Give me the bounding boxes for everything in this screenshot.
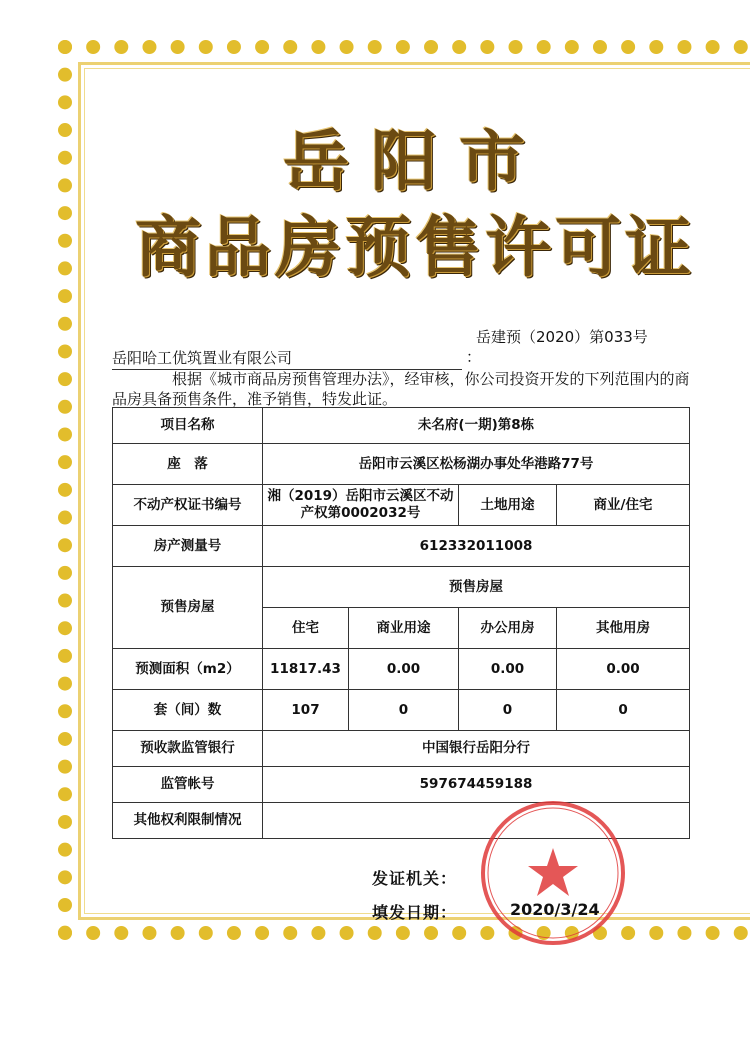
survey-no-label: 房产测量号 bbox=[113, 526, 263, 567]
row-account bbox=[113, 767, 690, 803]
area-residential: 11817.43 bbox=[263, 649, 349, 690]
units-other: 0 bbox=[557, 690, 690, 731]
area-other: 0.00 bbox=[557, 649, 690, 690]
title-permit: 商品房预售许可证 bbox=[135, 209, 695, 286]
permit-table bbox=[112, 407, 690, 839]
issuer-label: 发证机关： bbox=[372, 869, 458, 888]
units-commercial: 0 bbox=[349, 690, 459, 731]
permit-number: 岳建预（2020）第033号 bbox=[476, 328, 648, 346]
row-bank bbox=[113, 731, 690, 767]
row-units bbox=[113, 690, 690, 731]
project-name-value: 未名府(一期)第8栋 bbox=[263, 408, 690, 444]
land-use-label: 土地用途 bbox=[459, 485, 557, 526]
company-name: 岳阳哈工优筑置业有限公司 bbox=[112, 347, 462, 370]
col-residential: 住宅 bbox=[263, 608, 349, 649]
project-name-label: 项目名称 bbox=[113, 408, 263, 444]
location-label: 座 落 bbox=[113, 444, 263, 485]
units-residential: 107 bbox=[263, 690, 349, 731]
presale-header: 预售房屋 bbox=[263, 567, 690, 608]
col-commercial: 商业用途 bbox=[349, 608, 459, 649]
bank-value: 中国银行岳阳分行 bbox=[263, 731, 690, 767]
property-cert-value: 湘（2019）岳阳市云溪区不动产权第0002032号 bbox=[263, 485, 459, 526]
col-other: 其他用房 bbox=[557, 608, 690, 649]
col-office: 办公用房 bbox=[459, 608, 557, 649]
seal-star-icon bbox=[528, 848, 578, 896]
area-office: 0.00 bbox=[459, 649, 557, 690]
issue-date-label: 填发日期： bbox=[372, 903, 458, 922]
row-project-name bbox=[113, 408, 690, 444]
area-commercial: 0.00 bbox=[349, 649, 459, 690]
intro-text: 根据《城市商品房预售管理办法》，经审核，你公司投资开发的下列范围内的商品房具备预售条件，准予销售，特发此证。 bbox=[112, 370, 690, 408]
account-label: 监管帐号 bbox=[113, 767, 263, 803]
bank-label: 预收款监管银行 bbox=[113, 731, 263, 767]
other-rights-label: 其他权利限制情况 bbox=[113, 803, 263, 839]
official-seal-icon bbox=[480, 800, 626, 946]
area-label: 预测面积（m2） bbox=[113, 649, 263, 690]
account-value: 597674459188 bbox=[263, 767, 690, 803]
issue-date-value: 2020/3/24 bbox=[510, 900, 600, 919]
row-survey-no bbox=[113, 526, 690, 567]
row-presale-header bbox=[113, 567, 690, 608]
company-colon: ： bbox=[466, 348, 482, 366]
units-label: 套（间）数 bbox=[113, 690, 263, 731]
row-property-cert bbox=[113, 485, 690, 526]
presale-label: 预售房屋 bbox=[113, 567, 263, 649]
land-use-value: 商业/住宅 bbox=[557, 485, 690, 526]
title-city: 岳阳市 bbox=[283, 123, 547, 200]
row-area bbox=[113, 649, 690, 690]
row-location bbox=[113, 444, 690, 485]
units-office: 0 bbox=[459, 690, 557, 731]
location-value: 岳阳市云溪区松杨湖办事处华港路77号 bbox=[263, 444, 690, 485]
survey-no-value: 612332011008 bbox=[263, 526, 690, 567]
property-cert-label: 不动产权证书编号 bbox=[113, 485, 263, 526]
